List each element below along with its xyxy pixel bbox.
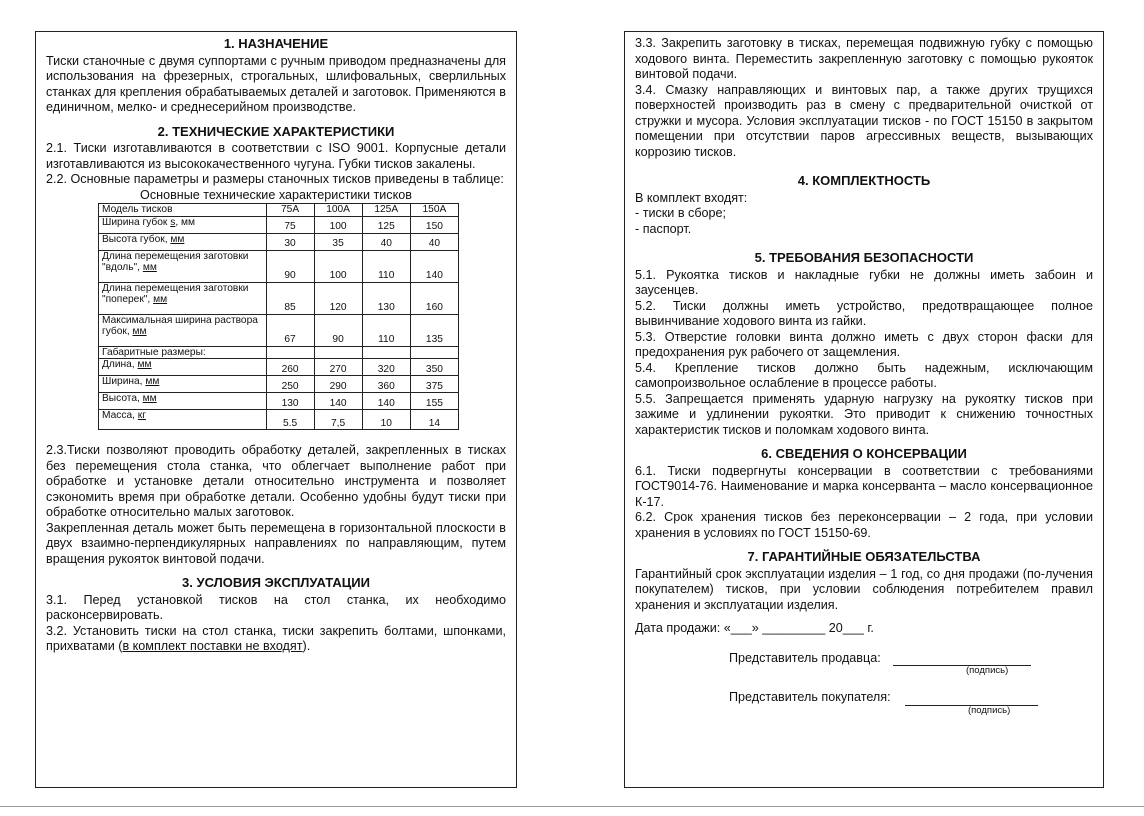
table-cell: 30: [266, 233, 314, 250]
table-cell: 100: [314, 250, 362, 282]
table-cell: 110: [362, 250, 410, 282]
seller-signature-row: [729, 651, 1093, 667]
row-unit: мм: [137, 359, 152, 370]
para-3-2-end: ).: [302, 639, 311, 653]
table-cell: 75: [266, 216, 314, 233]
seller-label: Представитель продавца:: [729, 650, 881, 665]
table-cell: 130: [362, 282, 410, 314]
table-row-label: [99, 376, 267, 393]
row-unit: s: [170, 216, 176, 228]
table-cell: 35: [314, 233, 362, 250]
table-dims-row: [99, 346, 459, 359]
table-cell: 90: [314, 314, 362, 346]
table-header-row: [99, 204, 459, 217]
warranty-text: Гарантийный срок эксплуатации изделия – 1 год, со дня продажи (по-лучения покупателем) тисков, при условии соблюдения потребителем правил хранения и эксплуатации изделия.: [635, 566, 1093, 612]
table-empty-cell: [266, 346, 314, 359]
para-5-2: 5.2. Тиски должны иметь устройство, предотвращающее полное вывинчивание ходового винта из гайки.: [635, 298, 1093, 328]
right-page: [624, 31, 1104, 788]
table-row-label: [99, 233, 267, 250]
table-header-label: Модель тисков: [99, 204, 267, 217]
table-cell: 140: [410, 250, 458, 282]
para-5-5: 5.5. Запрещается применять ударную нагрузку на рукоятку тисков при зажиме и удлинении рукоятки. Это приводит к снижению точностных характеристик тисков и поломкам ходового винта.: [635, 391, 1093, 437]
table-cell: 270: [314, 359, 362, 376]
row-unit: мм: [145, 376, 160, 387]
seller-signature-blank[interactable]: [893, 652, 1031, 666]
table-cell: 350: [410, 359, 458, 376]
para-2-3-cont: Закрепленная деталь может быть перемещена в горизонтальной плоскости в двух взаимно-перпендикулярных направлениях по направляющим, путем вращения рукояток винтовой подачи.: [46, 520, 506, 566]
para-6-1: 6.1. Тиски подвергнуты консервации в соответствии с требованиями ГОСТ9014-76. Наименование и марка консерванта – масло консервационное К-17.: [635, 463, 1093, 509]
table-cell: 320: [362, 359, 410, 376]
row-label-text: Ширина,: [102, 376, 146, 387]
table-row-label: [99, 410, 267, 430]
row-label-text: Высота,: [102, 393, 143, 404]
table-row-label: [99, 314, 267, 346]
section-7-heading: 7. ГАРАНТИЙНЫЕ ОБЯЗАТЕЛЬСТВА: [747, 549, 981, 564]
table-cell: 100: [314, 216, 362, 233]
table-cell: 5.5: [266, 410, 314, 430]
para-6-2: 6.2. Срок хранения тисков без переконсервации – 2 года, при условии хранения в условиях по ГОСТ 15150-69.: [635, 510, 1093, 540]
row-unit: кг: [137, 410, 146, 421]
table-cell: 7,5: [314, 410, 362, 430]
left-page: [35, 31, 517, 788]
kit-intro: В комплект входят:: [635, 190, 748, 205]
table-row: [99, 359, 459, 376]
row-unit: мм: [132, 326, 147, 337]
kit-item: - тиски в сборе;: [635, 206, 727, 220]
para-5-1: 5.1. Рукоятка тисков и накладные губки не должны иметь забоин и заусенцев.: [635, 267, 1093, 297]
table-row-label: [99, 250, 267, 282]
table-model-cell: 150А: [410, 204, 458, 217]
table-cell: 120: [314, 282, 362, 314]
row-label-text: Высота губок,: [102, 233, 171, 245]
table-empty-cell: [410, 346, 458, 359]
section-3-heading: 3. УСЛОВИЯ ЭКСПЛУАТАЦИИ: [182, 575, 370, 590]
para-2-1: 2.1. Тиски изготавливаются в соответствии с ISO 9001. Корпусные детали изготавливаются из высококачественного чугуна. Губки тисков закалены.: [46, 141, 506, 171]
para-3-2: [46, 624, 506, 655]
para-5-3: 5.3. Отверстие головки винта должно иметь с двух сторон фаски для предохранения рук рабочего от защемления.: [635, 329, 1093, 359]
row-label-text: Длина перемещения заготовки "вдоль",: [102, 250, 249, 273]
table-caption: Основные технические характеристики тисков: [140, 187, 412, 202]
seller-signature-hint: (подпись): [966, 665, 1009, 676]
kit-item: - паспорт.: [635, 221, 692, 236]
row-label-tail: , мм: [175, 216, 195, 228]
section-5-heading: 5. ТРЕБОВАНИЯ БЕЗОПАСНОСТИ: [754, 250, 974, 265]
table-cell: 150: [410, 216, 458, 233]
sale-date: Дата продажи: «___» _________ 20___ г.: [635, 621, 874, 635]
row-label-text: Максимальная ширина раствора губок,: [102, 314, 258, 337]
buyer-signature-blank[interactable]: [905, 692, 1038, 706]
row-label-text: Длина перемещения заготовки "поперек",: [102, 282, 249, 305]
table-cell: 40: [362, 233, 410, 250]
table-cell: 85: [266, 282, 314, 314]
table-row-label: [99, 282, 267, 314]
table-row: [99, 282, 459, 314]
table-cell: 140: [362, 393, 410, 410]
section-6-heading: 6. СВЕДЕНИЯ О КОНСЕРВАЦИИ: [761, 446, 967, 461]
para-2-2: 2.2. Основные параметры и размеры станочных тисков приведены в таблице:: [46, 172, 504, 186]
spec-table: [98, 203, 459, 430]
table-row-label: [99, 359, 267, 376]
table-cell: 360: [362, 376, 410, 393]
para-3-2-underlined: в комплект поставки не входят: [122, 639, 303, 653]
table-row: [99, 250, 459, 282]
table-cell: 260: [266, 359, 314, 376]
table-cell: 90: [266, 250, 314, 282]
buyer-signature-row: [729, 690, 1093, 706]
table-row: [99, 233, 459, 250]
section-1-heading: 1. НАЗНАЧЕНИЕ: [223, 36, 329, 51]
table-dims-label: Габаритные размеры:: [99, 346, 267, 359]
table-row: [99, 314, 459, 346]
para-3-3: 3.3. Закрепить заготовку в тисках, перемещая подвижную губку с помощью ходового винта. Переместить закрепленную заготовку с помощью рукояток винтовой подачи.: [635, 36, 1093, 81]
table-cell: 110: [362, 314, 410, 346]
table-empty-cell: [314, 346, 362, 359]
row-label-text: Масса,: [102, 410, 138, 421]
row-label-text: Длина,: [102, 359, 138, 370]
table-cell: 250: [266, 376, 314, 393]
row-unit: мм: [142, 262, 157, 273]
table-cell: 140: [314, 393, 362, 410]
table-cell: 14: [410, 410, 458, 430]
table-cell: 67: [266, 314, 314, 346]
row-unit: мм: [153, 294, 168, 305]
para-3-1: 3.1. Перед установкой тисков на стол станка, их необходимо расконсервировать.: [46, 592, 506, 622]
para-3-4: 3.4. Смазку направляющих и винтовых пар, а также других трущихся поверхностей производить раз в смену с предварительной очисткой от стружки и мусора. Условия эксплуатации тисков - по ГОСТ 15150 в закрытом помещении при отсутствии паров агрессивных веществ, вызывающих коррозию тисков.: [635, 82, 1093, 159]
table-row-label: [99, 393, 267, 410]
table-cell: 10: [362, 410, 410, 430]
table-empty-cell: [362, 346, 410, 359]
table-model-cell: 100А: [314, 204, 362, 217]
section-4-heading: 4. КОМПЛЕКТНОСТЬ: [797, 173, 931, 188]
table-row: [99, 376, 459, 393]
buyer-signature-hint: (подпись): [968, 704, 1011, 716]
section-2-heading: 2. ТЕХНИЧЕСКИЕ ХАРАКТЕРИСТИКИ: [157, 123, 395, 139]
table-row: [99, 216, 459, 233]
para-2-3: 2.3.Тиски позволяют проводить обработку деталей, закрепленных в тисках без перемещения стола станка, что облегчает выполнение работ при обработке и установке детали относительно инструмента и позволяет сэкономить время при обработке детали. Особенно удобны будут тиски при обработке относительно малых заготовок.: [46, 443, 506, 519]
table-model-cell: 75А: [266, 204, 314, 217]
row-unit: мм: [142, 393, 157, 404]
buyer-label: Представитель покупателя:: [729, 690, 891, 704]
table-model-cell: 125А: [362, 204, 410, 217]
table-row: [99, 393, 459, 410]
section-1-text: Тиски станочные с двумя суппортами с ручным приводом предназначены для использования на фрезерных, строгальных, шлифовальных, сверлильных станках для крепления обрабатываемых деталей и заготовок. Применяются в единичном, мелко- и среднесерийном производстве.: [46, 53, 506, 114]
table-cell: 40: [410, 233, 458, 250]
row-label-text: Ширина губок: [102, 216, 171, 228]
table-cell: 130: [266, 393, 314, 410]
table-cell: 135: [410, 314, 458, 346]
table-cell: 155: [410, 393, 458, 410]
row-unit: мм: [170, 233, 185, 245]
table-cell: 290: [314, 376, 362, 393]
table-cell: 160: [410, 282, 458, 314]
table-cell: 375: [410, 376, 458, 393]
table-cell: 125: [362, 216, 410, 233]
table-row: [99, 410, 459, 430]
para-5-4: 5.4. Крепление тисков должно быть надежным, исключающим самопроизвольное ослабление в процессе работы.: [635, 360, 1093, 390]
para-3-2-text: 3.2. Установить тиски на стол станка, тиски закрепить болтами, шпонками, прихватами (: [46, 623, 506, 653]
table-row-label: [99, 216, 267, 233]
